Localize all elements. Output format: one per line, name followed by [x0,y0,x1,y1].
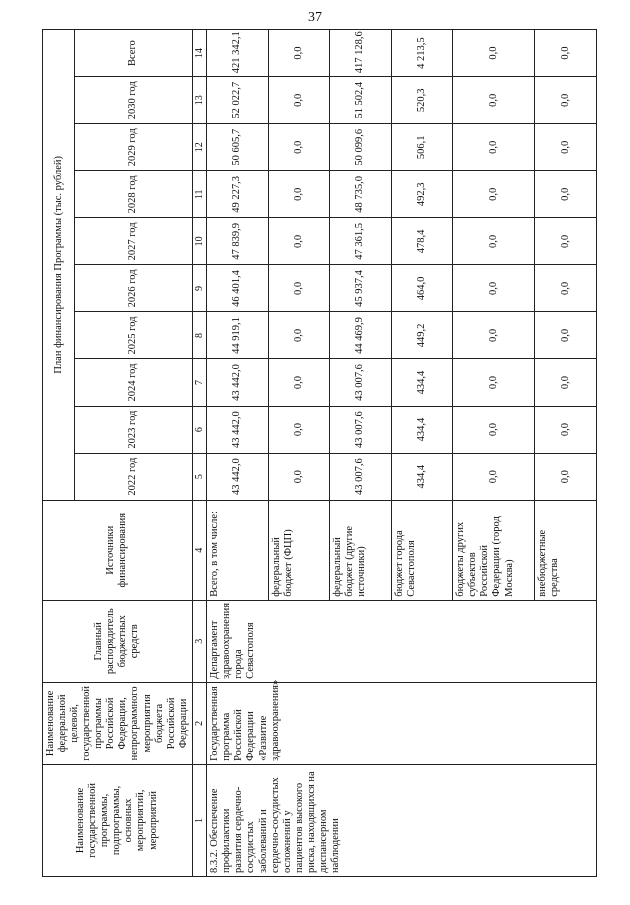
value-cell: 51 502,4 [330,77,392,124]
value-cell: 4 213,5 [391,30,453,77]
header-year-3: 2025 год [75,312,192,359]
source-cell: федеральный бюджет (ФЦП) [268,500,330,600]
header-year-2: 2024 год [75,359,192,406]
rotated-table-container [42,29,571,877]
header-year-7: 2029 год [75,124,192,171]
column-index-6: 6 [192,406,207,453]
header-year-0: 2022 год [75,453,192,500]
column-index-9: 9 [192,265,207,312]
header-financing-plan: План финансирования Программы (тыс. рублей) [43,30,75,501]
value-cell: 434,4 [391,359,453,406]
header-federal-program: Наименование федеральной целевой, государственной программы Российской Федерации, непрограммного мероприятия бюджета Российской Федерации [43,682,193,764]
value-cell: 0,0 [268,453,330,500]
value-cell: 0,0 [453,359,535,406]
table-row [207,30,269,877]
value-cell: 0,0 [268,359,330,406]
value-cell: 44 919,1 [207,312,269,359]
column-index-1: 1 [192,764,207,876]
value-cell: 52 022,7 [207,77,269,124]
column-index-3: 3 [192,600,207,682]
page-number: 37 [308,10,322,25]
value-cell: 0,0 [268,124,330,171]
header-sources: Источники финансирования [43,500,193,600]
measure-cell: 8.3.2. Обеспечение профилактики развития сердечно-сосудистых заболеваний и сердечно-сосудистых осложнений у пациентов высокого риска, находящихся на диспансерном наблюдении [207,764,597,876]
column-index-10: 10 [192,218,207,265]
value-cell: 0,0 [535,453,597,500]
column-index-2: 2 [192,682,207,764]
column-index-5: 5 [192,453,207,500]
value-cell: 47 839,9 [207,218,269,265]
column-index-14: 14 [192,30,207,77]
source-cell: Всего, в том числе: [207,500,269,600]
value-cell: 0,0 [268,312,330,359]
column-index-row [192,30,207,877]
value-cell: 417 128,6 [330,30,392,77]
header-distributor: Главный распорядитель бюджетных средств [43,600,193,682]
column-index-8: 8 [192,312,207,359]
value-cell: 47 361,5 [330,218,392,265]
value-cell: 434,4 [391,453,453,500]
value-cell: 43 442,0 [207,453,269,500]
value-cell: 0,0 [453,312,535,359]
value-cell: 0,0 [535,124,597,171]
source-cell: федеральный бюджет (другие источники) [330,500,392,600]
financing-table [42,29,597,877]
program-cell: Государственная программа Российской Федерации «Развитие здравоохранения» [207,682,597,764]
column-index-4: 4 [192,500,207,600]
value-cell: 0,0 [453,265,535,312]
source-cell: внебюджетные средства [535,500,597,600]
table-body [207,30,597,877]
value-cell: 0,0 [268,77,330,124]
value-cell: 0,0 [453,30,535,77]
column-index-11: 11 [192,171,207,218]
source-cell: бюджеты других субъектов Российской Федерации (город Москва) [453,500,535,600]
value-cell: 0,0 [535,359,597,406]
value-cell: 0,0 [453,124,535,171]
header-program-name: Наименование государственной программы, подпрограммы, основных мероприятий, мероприятий [43,764,193,876]
value-cell: 43 007,6 [330,406,392,453]
value-cell: 0,0 [453,77,535,124]
value-cell: 0,0 [535,312,597,359]
value-cell: 0,0 [535,218,597,265]
value-cell: 0,0 [535,77,597,124]
value-cell: 0,0 [453,171,535,218]
column-index-13: 13 [192,77,207,124]
value-cell: 43 007,6 [330,453,392,500]
value-cell: 50 099,6 [330,124,392,171]
header-year-9: Всего [75,30,192,77]
header-year-4: 2026 год [75,265,192,312]
value-cell: 506,1 [391,124,453,171]
value-cell: 0,0 [453,218,535,265]
value-cell: 478,4 [391,218,453,265]
column-index-12: 12 [192,124,207,171]
value-cell: 0,0 [268,218,330,265]
value-cell: 0,0 [453,453,535,500]
value-cell: 0,0 [268,265,330,312]
source-cell: бюджет города Севастополя [391,500,453,600]
value-cell: 0,0 [453,406,535,453]
value-cell: 492,3 [391,171,453,218]
value-cell: 0,0 [268,171,330,218]
header-year-8: 2030 год [75,77,192,124]
value-cell: 44 469,9 [330,312,392,359]
column-index-7: 7 [192,359,207,406]
value-cell: 0,0 [268,406,330,453]
value-cell: 49 227,3 [207,171,269,218]
value-cell: 45 937,4 [330,265,392,312]
value-cell: 48 735,0 [330,171,392,218]
header-year-5: 2027 год [75,218,192,265]
value-cell: 0,0 [535,30,597,77]
header-year-6: 2028 год [75,171,192,218]
distributor-cell: Департамент здравоохранения города Севастополя [207,600,597,682]
value-cell: 50 605,7 [207,124,269,171]
value-cell: 434,4 [391,406,453,453]
value-cell: 0,0 [535,265,597,312]
value-cell: 0,0 [535,171,597,218]
value-cell: 43 007,6 [330,359,392,406]
value-cell: 421 342,1 [207,30,269,77]
value-cell: 43 442,0 [207,359,269,406]
value-cell: 0,0 [535,406,597,453]
value-cell: 449,2 [391,312,453,359]
value-cell: 43 442,0 [207,406,269,453]
header-year-1: 2023 год [75,406,192,453]
value-cell: 520,3 [391,77,453,124]
value-cell: 464,0 [391,265,453,312]
value-cell: 0,0 [268,30,330,77]
value-cell: 46 401,4 [207,265,269,312]
